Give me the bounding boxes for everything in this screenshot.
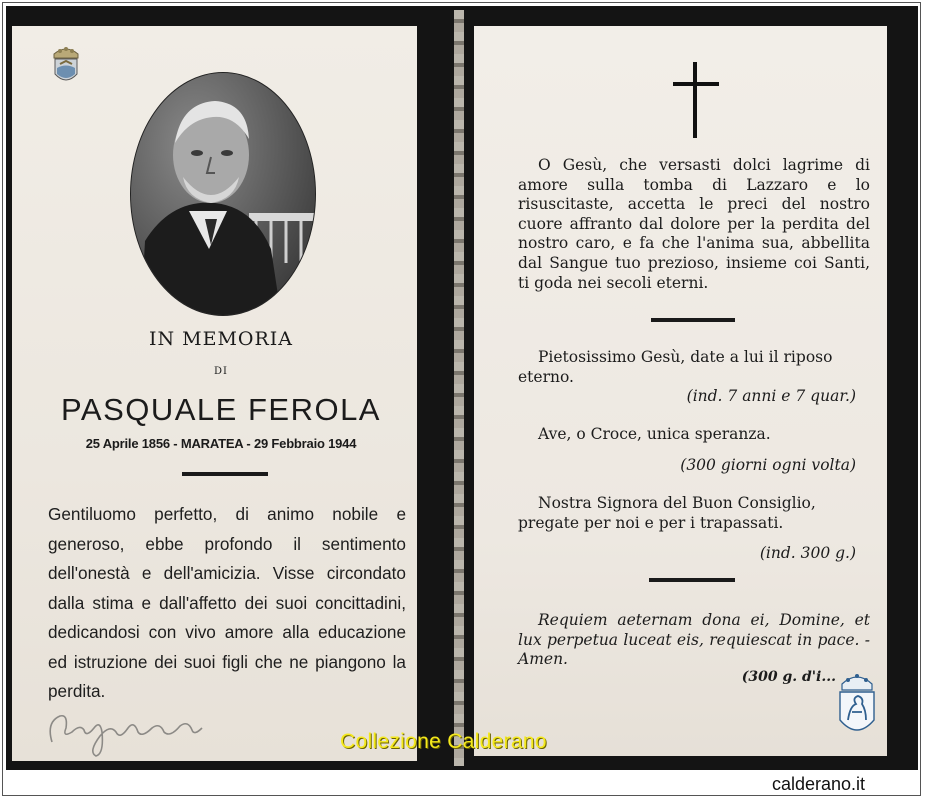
collection-watermark: Collezione Calderano xyxy=(340,730,547,753)
di-label: DI xyxy=(214,366,228,377)
divider-rule xyxy=(651,318,735,322)
card-fold xyxy=(454,10,464,766)
site-credit: calderano.it xyxy=(771,774,865,794)
prayer-paragraph-1: O Gesù, che versasti dolci lagrime di amore sulla tomba di Lazzaro e lo risuscitaste, accetta le preci del nostro cuore affranto dal dolore per la perdita del nostro caro, e fa che l'anima sua, abbellita dal Sangue tuo prezioso, insieme coi Santi, ti goda nei secoli eterni. xyxy=(518,156,870,292)
biography-text: Gentiluomo perfetto, di animo nobile e generoso, ebbe profondo il sentimento dell'onestà e dell'amicizia. Visse circondato dalla stima e dall'affetto dei suoi concittadini, dedicandosi con vivo amore alla educazione ed istruzione dei suoi figli che ne piangono la perdita. xyxy=(48,504,406,701)
deceased-name: PASQUALE FEROLA xyxy=(61,392,381,427)
divider-rule xyxy=(182,472,268,476)
prayer-paragraph-4: Nostra Signora del Buon Consiglio, pregate per noi e per i trapassati. xyxy=(518,494,816,532)
indulgence-note-4: (300 g. d'i... xyxy=(741,669,836,685)
memorial-card xyxy=(6,6,918,770)
indulgence-note-2: (300 giorni ogni volta) xyxy=(680,456,856,474)
crest-icon xyxy=(836,670,878,742)
cross-icon xyxy=(673,62,719,138)
prayer-paragraph-5: Requiem aeternam dona ei, Domine, et lux perpetua luceat eis, requiescat in pace. - Amen. xyxy=(518,611,870,669)
prayer-paragraph-3: Ave, o Croce, unica speranza. xyxy=(538,425,771,443)
indulgence-note-1: (ind. 7 anni e 7 quar.) xyxy=(686,387,856,405)
life-dates: 25 Aprile 1856 - MARATEA - 29 Febbraio 1944 xyxy=(85,436,357,451)
portrait-photo xyxy=(130,72,316,316)
in-memoria-heading: IN MEMORIA xyxy=(148,328,294,350)
divider-rule xyxy=(649,578,735,582)
crest-icon xyxy=(46,44,86,88)
signature-icon xyxy=(42,702,212,760)
indulgence-note-3: (ind. 300 g.) xyxy=(759,544,856,562)
prayer-paragraph-2: Pietosissimo Gesù, date a lui il riposo eterno. xyxy=(518,348,833,386)
